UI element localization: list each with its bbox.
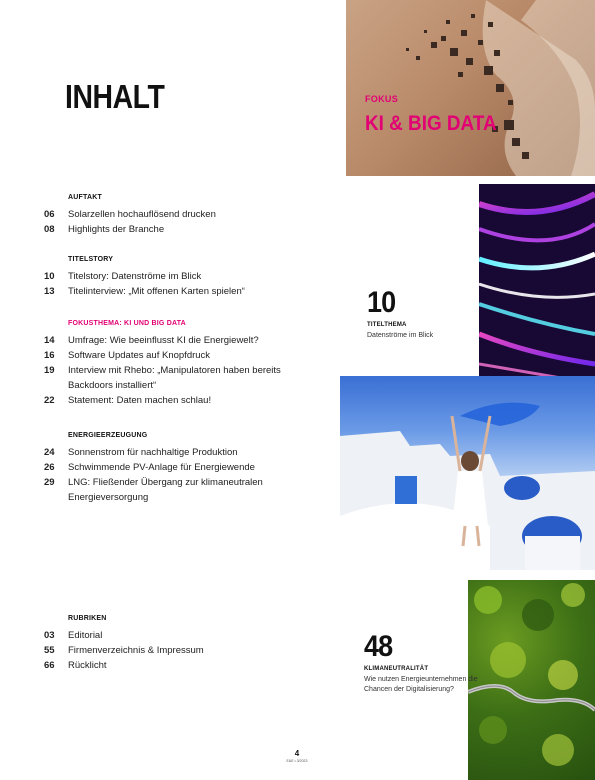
section-heading: RUBRIKEN	[68, 615, 107, 622]
toc-item-text: LNG: Fließender Übergang zur klimaneutralen	[68, 477, 263, 488]
feature-titelthema[interactable]	[367, 286, 433, 341]
feature-label: TITELTHEMA	[367, 322, 407, 328]
page-title: INHALT	[65, 78, 165, 115]
toc-item-text: Sonnenstrom für nachhaltige Produktion	[68, 447, 238, 458]
toc-page-number: 24	[44, 447, 55, 458]
toc-item[interactable]	[44, 222, 284, 237]
santorini-graphic	[340, 376, 595, 570]
feature-subtitle-line: Wie nutzen Energieunternehmen die	[364, 676, 478, 683]
toc-page-number: 66	[44, 660, 55, 671]
toc-page-number: 29	[44, 477, 55, 488]
toc-page-number: 06	[44, 209, 55, 220]
forest-graphic	[468, 580, 595, 780]
toc-item-text: Editorial	[68, 630, 103, 641]
toc-page-number: 13	[44, 286, 55, 297]
toc-item-text: Umfrage: Wie beeinflusst KI die Energiewelt?	[68, 335, 259, 346]
feature-label: KLIMANEUTRALITÄT	[364, 666, 429, 672]
section-heading: ENERGIEERZEUGUNG	[68, 432, 148, 439]
toc-item[interactable]	[44, 363, 284, 393]
pixel-face-graphic	[346, 0, 595, 176]
forest-image[interactable]	[468, 580, 595, 780]
toc-item[interactable]	[44, 460, 284, 475]
toc-page-number: 55	[44, 645, 55, 656]
feature-subtitle: Datenströme im Blick	[367, 332, 434, 339]
toc-item-text: Interview mit Rhebo: „Manipulatoren haben bereits	[68, 365, 281, 376]
toc-page-number: 03	[44, 630, 55, 641]
toc-page-number: 22	[44, 395, 55, 406]
fokus-image[interactable]	[346, 0, 595, 176]
toc-item-text: Energieversorgung	[68, 492, 149, 503]
section-fokusthema	[44, 320, 284, 408]
toc-item-text: Rücklicht	[68, 660, 107, 671]
section-auftakt	[44, 194, 284, 237]
section-energieerzeugung	[44, 432, 284, 505]
toc-item[interactable]	[44, 333, 284, 348]
toc-item[interactable]	[44, 207, 284, 222]
light-trails-image[interactable]	[471, 176, 595, 390]
toc-item[interactable]	[44, 628, 284, 643]
section-titelstory	[44, 256, 284, 299]
toc-page-number: 16	[44, 350, 55, 361]
magazine-footer: E&E • 3/2023	[286, 759, 308, 763]
santorini-image[interactable]	[340, 376, 595, 570]
toc-page-number: 19	[44, 365, 55, 376]
feature-page-number: 10	[367, 286, 396, 319]
page-number: 4	[294, 749, 300, 758]
feature-page-number: 48	[364, 630, 393, 663]
toc-page-number: 26	[44, 462, 55, 473]
light-trails-graphic	[479, 184, 595, 390]
toc-item-text: Schwimmende PV-Anlage für Energiewende	[68, 462, 255, 473]
fokus-label: FOKUS	[365, 94, 398, 104]
feature-subtitle	[364, 675, 478, 695]
toc-item-text: Solarzellen hochauflösend drucken	[68, 209, 216, 220]
section-heading: AUFTAKT	[68, 194, 102, 201]
feature-subtitle-line: Chancen der Digitalisierung?	[364, 686, 454, 693]
toc-item[interactable]	[44, 269, 284, 284]
feature-klimaneutralitaet[interactable]	[364, 630, 478, 695]
toc-item-text: Titelinterview: „Mit offenen Karten spielen“	[68, 286, 245, 297]
toc-item[interactable]	[44, 348, 284, 363]
toc-item[interactable]	[44, 658, 284, 673]
toc-item-text: Software Updates auf Knopfdruck	[68, 350, 211, 361]
section-heading: TITELSTORY	[68, 256, 114, 263]
toc-item-text: Highlights der Branche	[68, 224, 165, 235]
toc-page-number: 08	[44, 224, 55, 235]
toc-page-number: 14	[44, 335, 55, 346]
toc-item[interactable]	[44, 284, 284, 299]
toc-item[interactable]	[44, 475, 284, 505]
fokus-title: KI & BIG DATA	[365, 112, 497, 135]
toc-item-text: Backdoors installiert“	[68, 380, 157, 391]
toc-page-number: 10	[44, 271, 55, 282]
toc-item-text: Titelstory: Datenströme im Blick	[68, 271, 202, 282]
section-rubriken	[44, 615, 284, 673]
toc-item[interactable]	[44, 445, 284, 460]
toc-item-text: Firmenverzeichnis & Impressum	[68, 645, 204, 656]
toc-item[interactable]	[44, 643, 284, 658]
toc-item[interactable]	[44, 393, 284, 408]
toc-item-text: Statement: Daten machen schlau!	[68, 395, 212, 406]
section-heading: FOKUSTHEMA: KI UND BIG DATA	[68, 320, 186, 327]
